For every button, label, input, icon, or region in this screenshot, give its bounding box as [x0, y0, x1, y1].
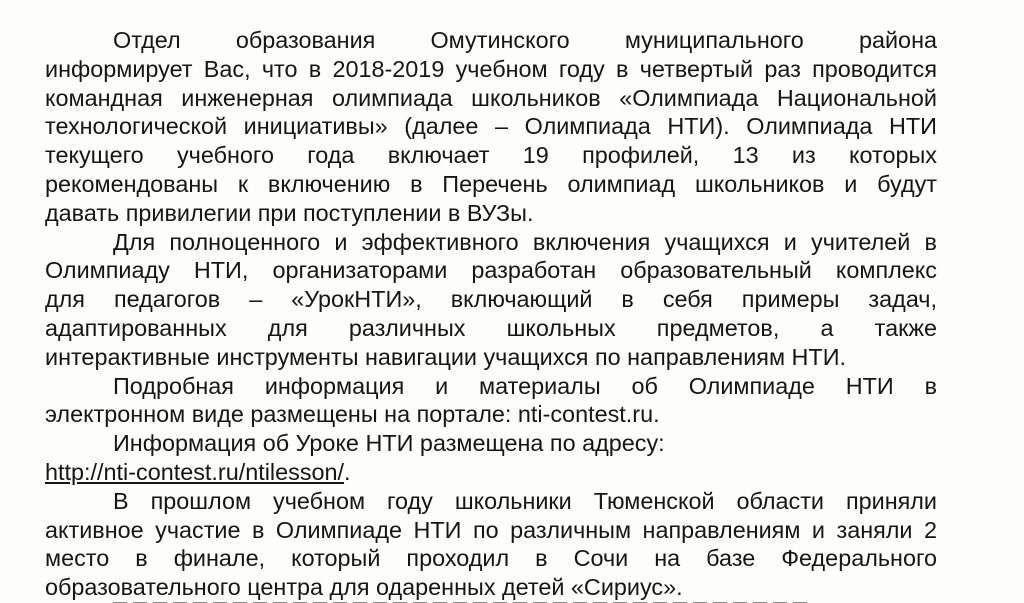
cut-off-next-line	[113, 594, 813, 603]
paragraph-4-line-1: Информация об Уроке НТИ размещена по адресу:	[113, 430, 665, 457]
paragraph-2-line-3: для педагогов – «УрокНТИ», включающий в себя примеры задач,	[45, 286, 937, 313]
paragraph-3-line-2: электронном виде размещены на портале: nti-contest.ru.	[45, 401, 660, 428]
paragraph-1-line-2: информирует Вас, что в 2018-2019 учебном году в четвертый раз проводится	[45, 55, 937, 82]
paragraph-1-line-1: Отдел образования Омутинского муниципального района	[113, 27, 937, 53]
paragraph-1-line-5: текущего учебного года включает 19 профилей, 13 из которых	[45, 142, 937, 169]
paragraph-1-line-4: технологической инициативы» (далее – Олимпиада НТИ). Олимпиада НТИ	[45, 113, 937, 140]
paragraph-2-line-2: Олимпиаду НТИ, организаторами разработан образовательный комплекс	[45, 257, 937, 284]
paragraph-4-line-2	[45, 458, 937, 487]
paragraph-1-line-7: давать привилегии при поступлении в ВУЗы.	[45, 199, 534, 226]
paragraph-2-line-4: адаптированных для различных школьных предметов, а также	[45, 314, 937, 341]
paragraph-1-line-3: командная инженерная олимпиада школьников «Олимпиада Национальной	[45, 84, 937, 111]
paragraph-5-line-3: место в финале, который проходил в Сочи на базе Федерального	[45, 545, 937, 572]
paragraph-5-line-2: активное участие в Олимпиаде НТИ по различным направлениям и заняли 2	[45, 516, 937, 543]
letter-body	[45, 26, 937, 602]
paragraph-5-line-1: В прошлом учебном году школьники Тюменской области приняли	[113, 487, 937, 514]
link-period: .	[344, 458, 351, 485]
paragraph-5-line-4: образовательного центра для одаренных детей «Сириус».	[45, 574, 683, 601]
paragraph-2-line-1: Для полноценного и эффективного включения учащихся и учителей в	[113, 228, 937, 255]
paragraph-1-line-6: рекомендованы к включению в Перечень олимпиад школьников и будут	[45, 170, 937, 197]
ntilesson-link[interactable]: http://nti-contest.ru/ntilesson/	[45, 458, 345, 485]
paragraph-2-line-5: интерактивные инструменты навигации учащихся по направлениям НТИ.	[45, 343, 847, 370]
paragraph-3-line-1: Подробная информация и материалы об Олимпиаде НТИ в	[113, 372, 937, 399]
